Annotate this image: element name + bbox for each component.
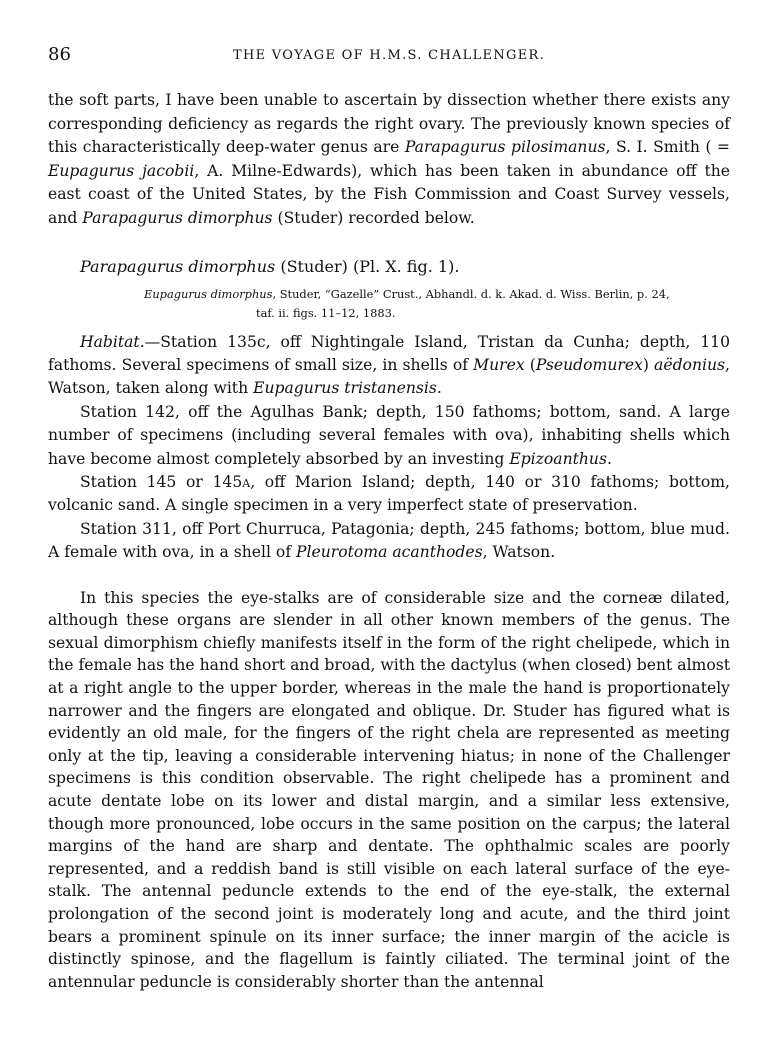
species-name: Eupagurus jacobii — [48, 161, 195, 180]
text-run: . — [436, 379, 442, 398]
text-run: , Watson, taken along with — [48, 355, 730, 398]
habitat-station-142 — [48, 401, 730, 471]
species-name: Murex — [473, 355, 525, 374]
species-name: aëdonius — [654, 355, 726, 374]
intro-paragraph — [48, 89, 730, 231]
station-suffix: a — [242, 473, 251, 491]
synonym-reference — [48, 285, 730, 323]
species-name: Parapagurus pilosimanus — [404, 138, 606, 157]
text-run: Station 142, off the Agulhas Bank; depth, 150 fathoms; bottom, sand. A large number of specimens (including several females with ova), inhabiting shells which have become almost completely absorbed by an investing — [48, 402, 730, 468]
reference-name: Eupagurus dimorphus — [144, 286, 273, 301]
habitat-section — [48, 331, 730, 565]
text-run: —Station 135c, off Nightingale Island, Tristan da Cunha; depth, 110 fathoms. Several specimens of small size, in shells of — [48, 332, 730, 374]
text-run: ) — [642, 355, 655, 374]
species-name: Parapagurus dimorphus — [82, 208, 273, 227]
species-heading — [48, 255, 730, 279]
text-run: the soft parts, I have been unable to ascertain by dissection whether there exists any corresponding deficiency as regards the right ovary. The previously known species of this characteristically deep-water genus are — [48, 91, 730, 157]
species-heading-name: Parapagurus dimorphus — [80, 256, 276, 276]
text-run: , Watson. — [482, 543, 556, 562]
habitat-station-311 — [48, 518, 730, 565]
page-header — [48, 44, 730, 68]
species-name: Epizoanthus — [509, 449, 607, 468]
page — [48, 44, 730, 993]
habitat-station-135c — [48, 331, 730, 401]
running-head: THE VOYAGE OF H.M.S. CHALLENGER. — [232, 48, 546, 63]
reference-text-continued: taf. ii. figs. 11–12, 1883. — [256, 305, 396, 320]
reference-text: , Studer, “Gazelle” Crust., Abhandl. d. k. Akad. d. Wiss. Berlin, p. 24, — [272, 286, 670, 301]
text-run: ( — [524, 355, 536, 374]
text-run: (Studer) recorded below. — [272, 208, 475, 227]
habitat-label: Habitat. — [80, 332, 145, 351]
species-name: Pleurotoma acanthodes — [296, 543, 483, 562]
species-name: Pseudomurex — [535, 355, 643, 374]
text-run: Station 311, off Port Churruca, Patagonia; depth, 245 fathoms; bottom, blue mud. A female with ova, in a shell of — [48, 519, 730, 562]
species-name: Eupagurus tristanensis — [253, 379, 437, 398]
text-run: , S. I. Smith ( = — [605, 138, 730, 157]
text-run: , off Marion Island; depth, 140 or 310 fathoms; bottom, volcanic sand. A single specimen in a very imperfect state of preservation. — [48, 473, 730, 515]
text-run: Station 145 or 145 — [80, 473, 243, 491]
description-paragraph: In this species the eye-stalks are of considerable size and the corneæ dilated, although these organs are slender in all other known members of the genus. The sexual dimorphism chiefly manifests itself in the form of the right chelipede, which in the female has the hand short and broad, with the dactylus (when closed) bent almost at a right angle to the upper border, whereas in the male the hand is proportionately narrower and the fingers are elongated and oblique. Dr. Studer has figured what is evidently an old male, for the fingers of the right chela are represented as meeting only at the tip, leaving a considerable intervening hiatus; in none of the Challenger specimens is this condition observable. The right chelipede has a prominent and acute dentate lobe on its lower and distal margin, and a similar less extensive, though more pronounced, lobe occurs in the same position on the carpus; the lateral margins of the hand are sharp and dentate. The ophthalmic scales are poorly represented, and a reddish band is still visible on each lateral surface of the eye-stalk. The antennal peduncle extends to the end of the eye-stalk, the external prolongation of the second joint is moderately long and acute, and the third joint bears a prominent spinule on its inner surface; the inner margin of the acicle is distinctly spinose, and the flagellum is faintly ciliated. The terminal joint of the antennular peduncle is considerably shorter than the antennal — [48, 588, 730, 991]
text-run: . — [606, 449, 612, 468]
page-number: 86 — [48, 44, 71, 65]
text-run: , A. Milne-Edwards), which has been taken in abundance off the east coast of the United States, by the Fish Commission and Coast Survey vessels, and — [48, 161, 730, 227]
habitat-station-145 — [48, 471, 730, 518]
species-heading-rest: (Studer) (Pl. X. fig. 1). — [275, 256, 460, 276]
